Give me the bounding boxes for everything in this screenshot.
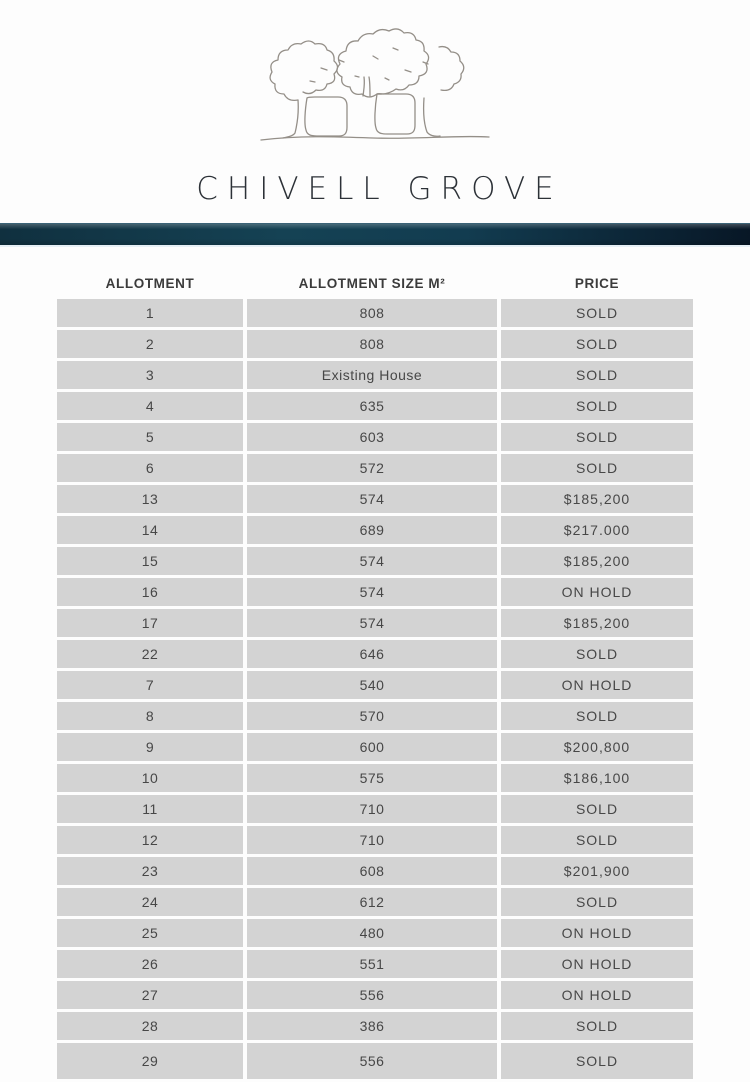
table-cell: ON HOLD [501, 981, 693, 1009]
table-cell: SOLD [501, 795, 693, 823]
table-cell: 386 [247, 1012, 497, 1040]
table-cell: Existing House [247, 361, 497, 389]
table-cell: 24 [57, 888, 243, 916]
table-row [57, 423, 693, 451]
table-row [57, 1012, 693, 1040]
table-cell: SOLD [501, 299, 693, 327]
table-cell: 574 [247, 547, 497, 575]
table-cell: 600 [247, 733, 497, 761]
table-cell: 574 [247, 578, 497, 606]
table-cell: 575 [247, 764, 497, 792]
table-cell: 574 [247, 609, 497, 637]
table-row [57, 981, 693, 1009]
table-cell: 6 [57, 454, 243, 482]
table-cell: ON HOLD [501, 671, 693, 699]
table-cell: 12 [57, 826, 243, 854]
table-cell: 710 [247, 795, 497, 823]
table-row [57, 1043, 693, 1079]
table-cell: 17 [57, 609, 243, 637]
table-cell: SOLD [501, 330, 693, 358]
allotment-table [53, 271, 697, 1082]
page-title: CHIVELL GROVE [196, 171, 563, 207]
table-cell: 4 [57, 392, 243, 420]
table-cell: 572 [247, 454, 497, 482]
table-cell: 608 [247, 857, 497, 885]
table-cell: ON HOLD [501, 578, 693, 606]
table-row [57, 795, 693, 823]
table-cell: 15 [57, 547, 243, 575]
table-cell: 635 [247, 392, 497, 420]
table-cell: $185,200 [501, 485, 693, 513]
table-row [57, 764, 693, 792]
table-cell: 603 [247, 423, 497, 451]
table-cell: 5 [57, 423, 243, 451]
table-cell: $186,100 [501, 764, 693, 792]
table-cell: 13 [57, 485, 243, 513]
table-row [57, 857, 693, 885]
table-body [57, 299, 693, 1079]
table-cell: 612 [247, 888, 497, 916]
table-cell: 551 [247, 950, 497, 978]
table-cell: 808 [247, 330, 497, 358]
table-cell: 7 [57, 671, 243, 699]
table-row [57, 671, 693, 699]
table-row [57, 454, 693, 482]
table-cell: 28 [57, 1012, 243, 1040]
table-cell: $200,800 [501, 733, 693, 761]
table-cell: SOLD [501, 1043, 693, 1079]
table-cell: SOLD [501, 454, 693, 482]
table-cell: SOLD [501, 702, 693, 730]
table-cell: 570 [247, 702, 497, 730]
table-cell: 22 [57, 640, 243, 668]
table-row [57, 485, 693, 513]
table-row [57, 392, 693, 420]
table-cell: $185,200 [501, 547, 693, 575]
table-cell: $217.000 [501, 516, 693, 544]
table-cell: SOLD [501, 640, 693, 668]
table-cell: SOLD [501, 423, 693, 451]
table-cell: 27 [57, 981, 243, 1009]
table-row [57, 547, 693, 575]
table-row [57, 733, 693, 761]
logo-container [0, 0, 750, 155]
table-cell: 25 [57, 919, 243, 947]
divider-bar [0, 223, 750, 247]
table-cell: 1 [57, 299, 243, 327]
table-cell: 26 [57, 950, 243, 978]
table-row [57, 950, 693, 978]
table-cell: SOLD [501, 1012, 693, 1040]
table-row [57, 826, 693, 854]
table-cell: 556 [247, 981, 497, 1009]
header-allotment: ALLOTMENT [105, 276, 195, 291]
table-cell: $185,200 [501, 609, 693, 637]
table-row [57, 299, 693, 327]
table-row [57, 919, 693, 947]
table-cell: SOLD [501, 826, 693, 854]
table-cell: 646 [247, 640, 497, 668]
header-allotment-size: ALLOTMENT SIZE M² [298, 276, 446, 291]
table-cell: 16 [57, 578, 243, 606]
table-cell: SOLD [501, 392, 693, 420]
table-cell: 556 [247, 1043, 497, 1079]
table-cell: 540 [247, 671, 497, 699]
table-cell: 689 [247, 516, 497, 544]
table-cell: 574 [247, 485, 497, 513]
table-header-row [57, 274, 693, 296]
table-row [57, 361, 693, 389]
table-row [57, 888, 693, 916]
table-cell: 29 [57, 1043, 243, 1079]
table-cell: 14 [57, 516, 243, 544]
table-row [57, 609, 693, 637]
table-cell: ON HOLD [501, 919, 693, 947]
table-cell: SOLD [501, 361, 693, 389]
table-cell: $201,900 [501, 857, 693, 885]
table-cell: 2 [57, 330, 243, 358]
table-cell: 808 [247, 299, 497, 327]
table-cell: SOLD [501, 888, 693, 916]
table-cell: 11 [57, 795, 243, 823]
table-cell: 3 [57, 361, 243, 389]
table-cell: 8 [57, 702, 243, 730]
trees-logo-icon [255, 26, 495, 150]
header-price: PRICE [574, 276, 620, 291]
table-cell: 9 [57, 733, 243, 761]
table-cell: 10 [57, 764, 243, 792]
table-row [57, 330, 693, 358]
table-cell: ON HOLD [501, 950, 693, 978]
table-cell: 23 [57, 857, 243, 885]
table-cell: 480 [247, 919, 497, 947]
table-row [57, 578, 693, 606]
table-row [57, 702, 693, 730]
table-row [57, 640, 693, 668]
table-row [57, 516, 693, 544]
table-cell: 710 [247, 826, 497, 854]
